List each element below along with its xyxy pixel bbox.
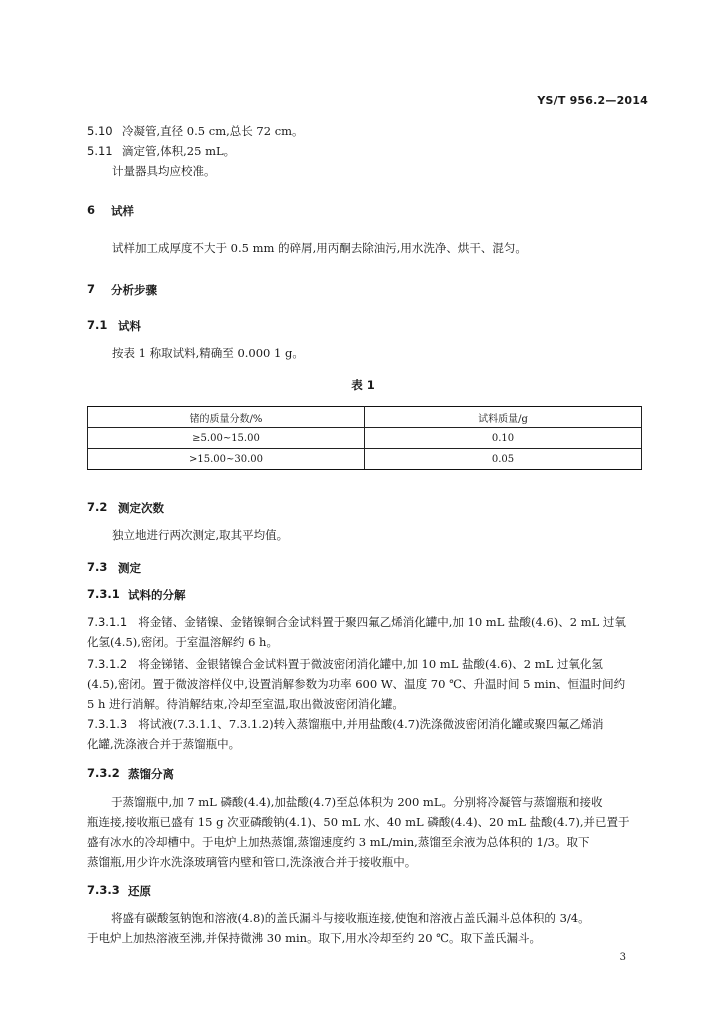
paragraph-line: 将金锗、金锗镍、金锗镍铜合金试料置于聚四氟乙烯消化罐中,加 10 mL 盐酸(4.6)、2 mL 过氧	[138, 615, 626, 629]
paragraph-line: 化氢(4.5),密闭。于室温溶解约 6 h。	[87, 635, 278, 649]
section-title: 分析步骤	[111, 283, 157, 297]
paragraph-7-3-1-3	[87, 714, 642, 754]
paragraph-7-3-1-1	[87, 612, 642, 652]
section-number: 6	[87, 203, 96, 217]
paragraph-line: 盛有冰水的冷却槽中。于电炉上加热蒸馏,蒸馏速度约 3 mL/min,蒸馏至余液为总体积的 1/3。取下	[87, 835, 590, 849]
paragraph-line: 5 h 进行消解。待消解结束,冷却至室温,取出微波密闭消化罐。	[87, 697, 404, 711]
subsection-body: 按表 1 称取试料,精确至 0.000 1 g。	[112, 346, 304, 360]
subsection-number: 7.3.3	[87, 883, 120, 897]
subsection-title: 试料的分解	[128, 588, 186, 602]
paragraph-line: (4.5),密闭。置于微波溶样仪中,设置消解参数为功率 600 W、温度 70 ℃、升温时间 5 min、恒温时间约	[87, 677, 626, 691]
subsection-title: 蒸馏分离	[128, 767, 174, 781]
subsection-body: 独立地进行两次测定,取其平均值。	[112, 528, 289, 542]
table-cell: ≥5.00~15.00	[88, 428, 365, 449]
paragraph-line: 将试液(7.3.1.1、7.3.1.2)转入蒸馏瓶中,并用盐酸(4.7)洗涤微波密闭消化罐或聚四氟乙烯消	[138, 717, 604, 731]
subsection-title: 测定次数	[118, 501, 164, 515]
page-number: 3	[619, 952, 626, 963]
table-header-row	[88, 407, 642, 428]
section-number: 7	[87, 282, 96, 296]
item-number: 5.11	[87, 144, 113, 158]
table-caption: 表 1	[351, 378, 375, 392]
paragraph-line: 于蒸馏瓶中,加 7 mL 磷酸(4.4),加盐酸(4.7)至总体积为 200 mL。分别将冷凝管与蒸馏瓶和接收	[111, 795, 603, 809]
paragraph-line: 瓶连接,接收瓶已盛有 15 g 次亚磷酸钠(4.1)、50 mL 水、40 mL 磷酸(4.4)、20 mL 盐酸(4.7),并已置于	[87, 815, 630, 829]
sample-mass-table	[87, 406, 642, 470]
table-header-cell: 试料质量/g	[365, 407, 642, 428]
section-title: 试样	[111, 204, 134, 218]
subsection-number: 7.3.1	[87, 587, 120, 601]
paragraph-line: 将金锑锗、金银锗镍合金试料置于微波密闭消化罐中,加 10 mL 盐酸(4.6)、2 mL 过氧化氢	[138, 657, 603, 671]
paragraph-line: 蒸馏瓶,用少许水洗涤玻璃管内壁和管口,洗涤液合并于接收瓶中。	[87, 855, 417, 869]
subsection-title: 试料	[118, 319, 141, 333]
subsection-title: 还原	[128, 884, 151, 898]
item-text: 冷凝管,直径 0.5 cm,总长 72 cm。	[122, 124, 304, 138]
clause-number: 7.3.1.3	[87, 717, 128, 731]
paragraph-7-3-3	[87, 908, 642, 948]
table-row	[88, 428, 642, 449]
clause-number: 7.3.1.2	[87, 657, 128, 671]
subsection-number: 7.3	[87, 560, 108, 574]
item-number: 5.10	[87, 124, 113, 138]
calibration-note: 计量器具均应校准。	[112, 164, 216, 178]
paragraph-line: 化罐,洗涤液合并于蒸馏瓶中。	[87, 737, 241, 751]
table-row	[88, 449, 642, 470]
paragraph-7-3-1-2	[87, 654, 642, 714]
subsection-number: 7.1	[87, 318, 108, 332]
subsection-number: 7.3.2	[87, 766, 120, 780]
item-text: 滴定管,体积,25 mL。	[122, 144, 236, 158]
paragraph-7-3-2	[87, 792, 642, 872]
table-cell: 0.05	[365, 449, 642, 470]
section-body: 试样加工成厚度不大于 0.5 mm 的碎屑,用丙酮去除油污,用水洗净、烘干、混匀。	[112, 241, 527, 255]
table-cell: >15.00~30.00	[88, 449, 365, 470]
table-cell: 0.10	[365, 428, 642, 449]
paragraph-line: 将盛有碳酸氢钠饱和溶液(4.8)的盖氏漏斗与接收瓶连接,使饱和溶液占盖氏漏斗总体积的 3/4。	[111, 911, 590, 925]
subsection-number: 7.2	[87, 500, 108, 514]
clause-number: 7.3.1.1	[87, 615, 128, 629]
standard-number: YS/T 956.2—2014	[537, 94, 648, 107]
table-header-cell: 锗的质量分数/%	[88, 407, 365, 428]
subsection-title: 测定	[118, 561, 141, 575]
paragraph-line: 于电炉上加热溶液至沸,并保持微沸 30 min。取下,用水冷却至约 20 ℃。取下盖氏漏斗。	[87, 931, 542, 945]
